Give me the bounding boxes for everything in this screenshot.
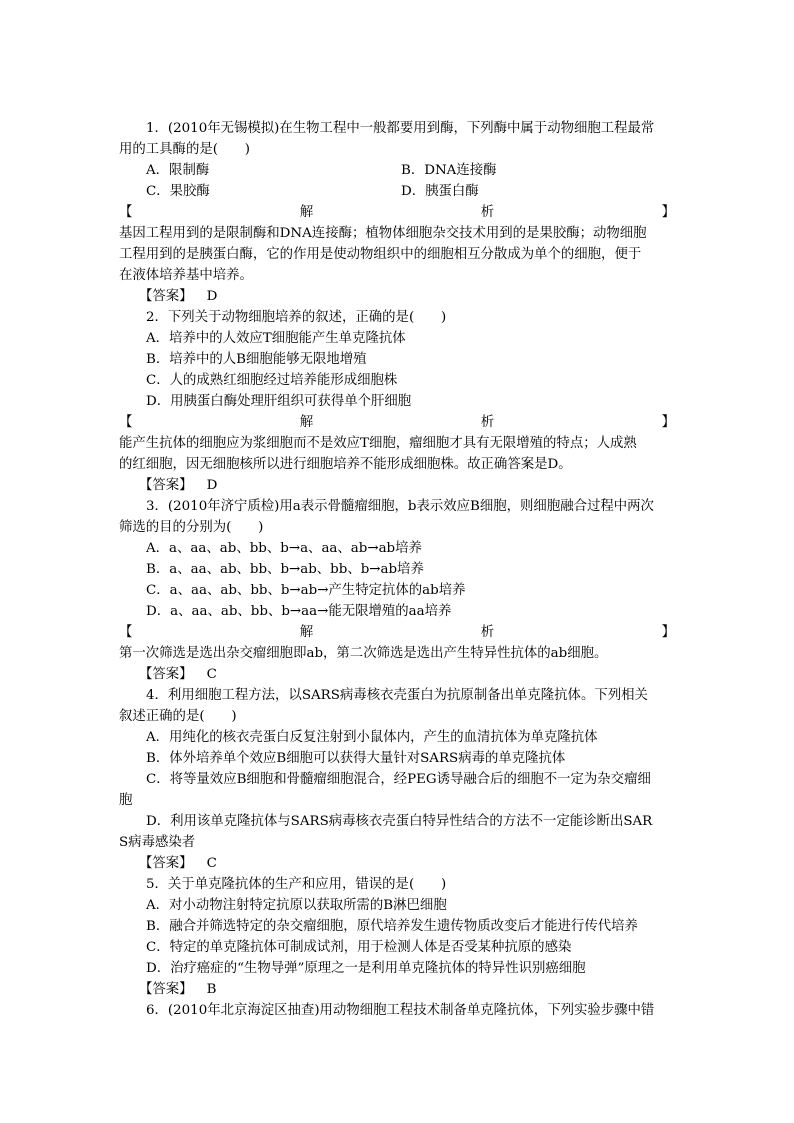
q4-option-a: A．用纯化的核衣壳蛋白反复注射到小鼠体内，产生的血清抗体为单克隆抗体 [146,730,598,745]
bracket-open: 【 [119,415,133,430]
bracket-close: 】 [661,205,675,220]
q2-option-c: C．人的成熟红细胞经过培养能形成细胞株 [146,373,398,388]
q5-option-a: A．对小动物注射特定抗原以获取所需的B淋巴细胞 [146,898,447,913]
bracket-close: 】 [661,415,675,430]
q2-explanation-line2: 的红细胞，因无细胞核所以进行细胞培养不能形成细胞株。故正确答案是D。 [119,457,572,472]
q1-explanation-line1: 基因工程用到的是限制酶和DNA连接酶；植物体细胞杂交技术用到的是果胶酶；动物细胞 [119,226,647,241]
explanation-char-2: 析 [480,415,495,430]
q4-option-d-line1: D．利用该单克隆抗体与SARS病毒核衣壳蛋白特异性结合的方法不一定能诊断出SAR [146,814,653,829]
q3-option-d: D．a、aa、ab、bb、b→aa→能无限增殖的aa培养 [146,604,452,619]
answer-label: 【答案】 [139,667,193,682]
q3-option-c: C．a、aa、ab、bb、b→ab→产生特定抗体的ab培养 [146,583,466,598]
answer-value: C [206,667,217,682]
answer-label: 【答案】 [139,289,193,304]
q4-answer [119,853,675,874]
q1-option-c: C．果胶酶 [146,184,210,199]
answer-label: 【答案】 [139,856,193,871]
explanation-char-2: 析 [480,625,495,640]
q4-stem-line1: 4．利用细胞工程方法，以SARS病毒核衣壳蛋白为抗原制备出单克隆抗体。下列相关 [146,688,648,703]
q3-option-a: A．a、aa、ab、bb、b→a、aa、ab→ab培养 [146,541,422,556]
q4-option-d-line2: S病毒感染者 [119,835,196,850]
q1-option-b: B．DNA连接酶 [401,163,497,178]
q1-stem-line2: 用的工具酶的是( ) [119,142,250,157]
answer-label: 【答案】 [139,982,193,997]
q5-answer [119,979,675,1000]
explanation-char-1: 解 [299,205,314,220]
q5-stem: 5．关于单克隆抗体的生产和应用，错误的是( ) [146,877,447,892]
q1-option-d: D．胰蛋白酶 [401,184,479,199]
q3-option-b: B．a、aa、ab、bb、b→ab、bb、b→ab培养 [146,562,424,577]
explanation-char-2: 析 [480,205,495,220]
answer-value: C [206,856,217,871]
answer-label: 【答案】 [139,478,193,493]
q5-option-c: C．特定的单克隆抗体可制成试剂，用于检测人体是否受某种抗原的感染 [146,940,572,955]
document-content [119,118,675,1021]
bracket-open: 【 [119,625,133,640]
q3-answer [119,664,675,685]
q1-option-a: A．限制酶 [146,163,210,178]
q2-option-a: A．培养中的人效应T细胞能产生单克隆抗体 [146,331,406,346]
q3-explanation-header [119,622,675,643]
explanation-char-1: 解 [299,415,314,430]
explanation-char-1: 解 [299,625,314,640]
q4-stem-line2: 叙述正确的是( ) [119,709,237,724]
answer-value: B [206,982,217,997]
answer-value: D [206,478,218,493]
q2-option-b: B．培养中的人B细胞能够无限地增殖 [146,352,367,367]
q1-stem-line1: 1．(2010年无锡模拟)在生物工程中一般都要用到酶，下列酶中属于动物细胞工程最常 [146,121,655,136]
q1-explanation-line3: 在液体培养基中培养。 [119,268,253,283]
answer-value: D [206,289,218,304]
bracket-open: 【 [119,205,133,220]
q2-answer [119,475,675,496]
q4-option-b: B．体外培养单个效应B细胞可以获得大量针对SARS病毒的单克隆抗体 [146,751,566,766]
q5-option-d: D．治疗癌症的“生物导弹”原理之一是利用单克隆抗体的特异性识别癌细胞 [146,961,586,976]
q4-option-c-line1: C．将等量效应B细胞和骨髓瘤细胞混合，经PEG诱导融合后的细胞不一定为杂交瘤细 [146,772,651,787]
q1-explanation-header [119,202,675,223]
q2-stem: 2．下列关于动物细胞培养的叙述，正确的是( ) [146,310,447,325]
q1-explanation-line2: 工程用到的是胰蛋白酶，它的作用是使动物组织中的细胞相互分散成为单个的细胞，便于 [119,247,642,262]
bracket-close: 】 [661,625,675,640]
q1-options-row2 [119,181,675,202]
q6-stem-line1: 6．(2010年北京海淀区抽查)用动物细胞工程技术制备单克隆抗体，下列实验步骤中错 [146,1003,655,1018]
q3-explanation-line1: 第一次筛选是选出杂交瘤细胞即ab，第二次筛选是选出产生特异性抗体的ab细胞。 [119,646,608,661]
q2-explanation-line1: 能产生抗体的细胞应为浆细胞而不是效应T细胞，瘤细胞才具有无限增殖的特点；人成熟 [119,436,637,451]
q3-stem-line1: 3．(2010年济宁质检)用a表示骨髓瘤细胞，b表示效应B细胞，则细胞融合过程中两次 [146,499,654,514]
q4-option-c-line2: 胞 [119,793,133,808]
q2-explanation-header [119,412,675,433]
q1-options-row1 [119,160,675,181]
q1-answer [119,286,675,307]
q2-option-d: D．用胰蛋白酶处理肝组织可获得单个肝细胞 [146,394,412,409]
q3-stem-line2: 筛选的目的分别为( ) [119,520,264,535]
q5-option-b: B．融合并筛选特定的杂交瘤细胞，原代培养发生遗传物质改变后才能进行传代培养 [146,919,638,934]
